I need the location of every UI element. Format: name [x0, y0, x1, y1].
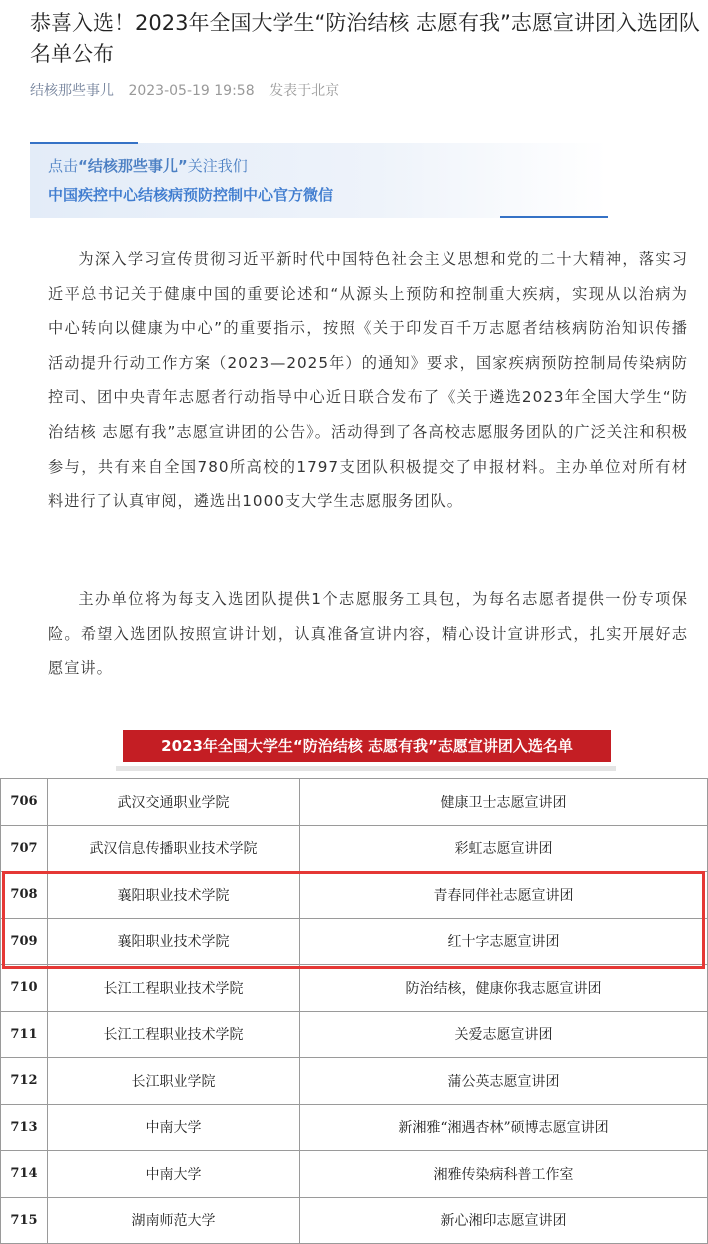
team-name: 新心湘印志愿宣讲团	[300, 1197, 708, 1244]
table-row	[1, 1011, 708, 1058]
school-name: 中南大学	[48, 1104, 300, 1151]
banner-top-divider	[30, 142, 138, 144]
school-name: 长江职业学院	[48, 1058, 300, 1105]
table-row	[1, 872, 708, 919]
table-row	[1, 965, 708, 1012]
team-name: 蒲公英志愿宣讲团	[300, 1058, 708, 1105]
school-name: 襄阳职业技术学院	[48, 918, 300, 965]
team-name: 新湘雅“湘遇杏林”硕博志愿宣讲团	[300, 1104, 708, 1151]
publish-date: 2023-05-19 19:58	[128, 83, 255, 99]
banner-bottom-divider	[500, 216, 608, 218]
body-paragraph-2: 主办单位将为每支入选团队提供1个志愿服务工具包，为每名志愿者提供一份专项保险。希望入选团队按照宣讲计划，认真准备宣讲内容，精心设计宣讲形式，扎实开展好志愿宣讲。	[48, 590, 688, 678]
article-meta	[30, 80, 339, 100]
school-name: 襄阳职业技术学院	[48, 872, 300, 919]
team-name: 彩虹志愿宣讲团	[300, 825, 708, 872]
article-title: 恭喜入选！2023年全国大学生“防治结核 志愿有我”志愿宣讲团入选团队名单公布	[30, 11, 700, 66]
table-row	[1, 1151, 708, 1198]
school-name: 武汉交通职业学院	[48, 779, 300, 826]
school-name: 武汉信息传播职业技术学院	[48, 825, 300, 872]
table-row	[1, 1104, 708, 1151]
row-number: 712	[1, 1058, 48, 1105]
table-row	[1, 1058, 708, 1105]
team-name: 关爱志愿宣讲团	[300, 1011, 708, 1058]
school-name: 长江工程职业技术学院	[48, 965, 300, 1012]
row-number: 707	[1, 825, 48, 872]
follow-prompt[interactable]	[48, 155, 248, 176]
table-row	[1, 918, 708, 965]
team-list-table	[0, 778, 708, 1244]
team-name: 青春同伴社志愿宣讲团	[300, 872, 708, 919]
row-number: 714	[1, 1151, 48, 1198]
account-description: 中国疾控中心结核病预防控制中心官方微信	[48, 186, 334, 204]
table-row	[1, 825, 708, 872]
school-name: 中南大学	[48, 1151, 300, 1198]
body-paragraph-1: 为深入学习宣传贯彻习近平新时代中国特色社会主义思想和党的二十大精神，落实习近平总书记关于健康中国的重要论述和“从源头上预防和控制重大疾病，实现从以治病为中心转向以健康为中心”的重要指示，按照《关于印发百千万志愿者结核病防治知识传播活动提升行动工作方案（2023—2025年）的通知》要求，国家疾病预防控制局传染病防控司、团中央青年志愿者行动指导中心近日联合发布了《关于遴选2023年全国大学生“防治结核 志愿有我”志愿宣讲团的公告》。活动得到了各高校志愿服务团队的广泛关注和积极参与，共有来自全国780所高校的1797支团队积极提交了申报材料。主办单位对所有材料进行了认真审阅，遴选出1000支大学生志愿服务团队。	[48, 250, 688, 511]
row-number: 706	[1, 779, 48, 826]
row-number: 708	[1, 872, 48, 919]
table-row	[1, 779, 708, 826]
follow-prefix: 点击	[48, 157, 79, 175]
author-link[interactable]: 结核那些事儿	[30, 83, 114, 99]
team-name: 湘雅传染病科普工作室	[300, 1151, 708, 1198]
team-name: 健康卫士志愿宣讲团	[300, 779, 708, 826]
follow-suffix: 关注我们	[187, 157, 248, 175]
row-number: 715	[1, 1197, 48, 1244]
account-name: “结核那些事儿”	[78, 157, 188, 175]
school-name: 湖南师范大学	[48, 1197, 300, 1244]
row-number: 713	[1, 1104, 48, 1151]
list-title-shadow	[116, 766, 616, 771]
row-number: 710	[1, 965, 48, 1012]
table-row	[1, 1197, 708, 1244]
school-name: 长江工程职业技术学院	[48, 1011, 300, 1058]
team-name: 红十字志愿宣讲团	[300, 918, 708, 965]
team-name: 防治结核，健康你我志愿宣讲团	[300, 965, 708, 1012]
list-title: 2023年全国大学生“防治结核 志愿有我”志愿宣讲团入选名单	[123, 730, 611, 762]
row-number: 709	[1, 918, 48, 965]
publish-location: 发表于北京	[269, 83, 340, 99]
row-number: 711	[1, 1011, 48, 1058]
